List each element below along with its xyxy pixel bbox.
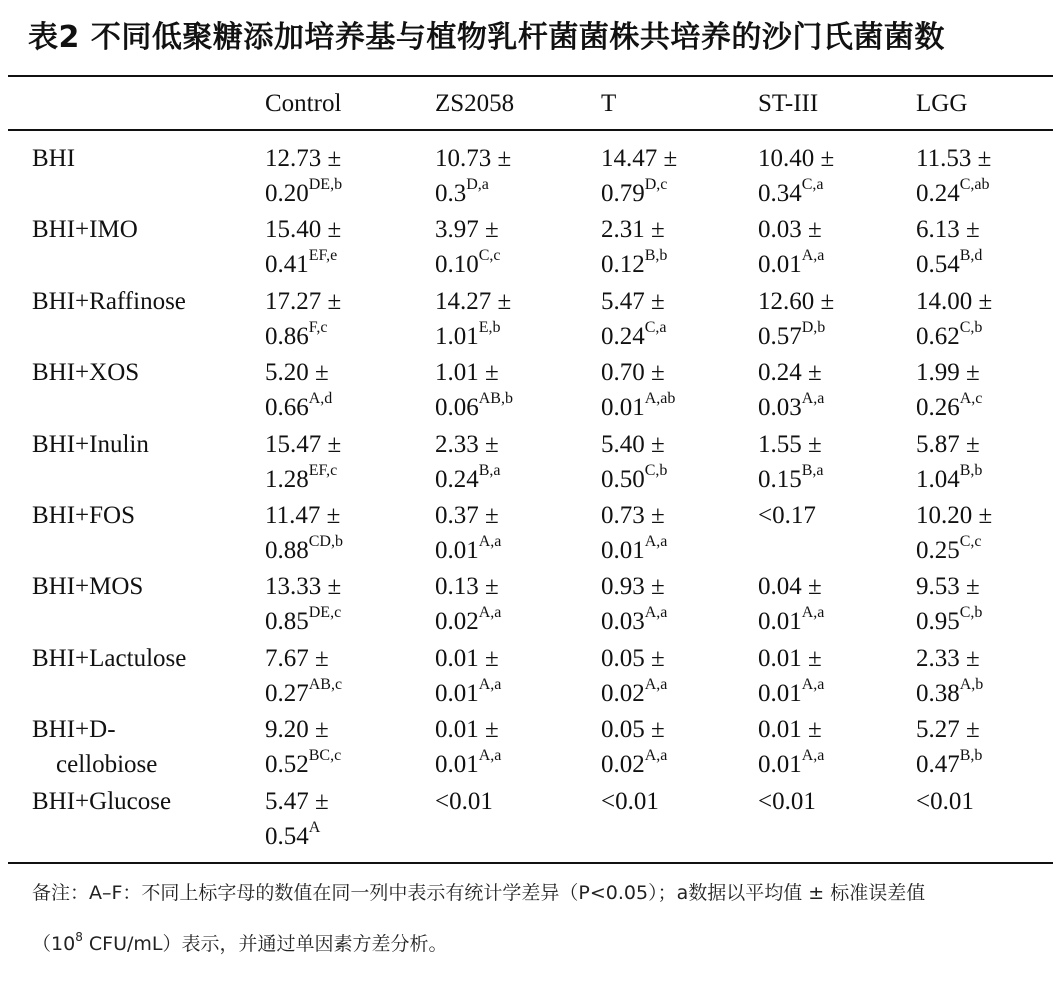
cell-mean: 0.13 ± [435,573,499,600]
cell-mean: 0.03 ± [758,216,822,243]
row-label-line: BHI+IMO [32,216,138,243]
cell-mean: 15.40 ± [265,216,342,243]
cell-error [758,176,834,211]
table-cell [758,141,834,211]
cell-error-value: 0.86 [265,323,309,350]
cell-mean: 5.40 ± [601,431,665,458]
table-notes [32,876,1042,961]
cell-error-value: 0.01 [435,680,479,707]
cell-error-value: 0.01 [435,751,479,778]
cell-significance-letters: EF,e [308,246,338,264]
cell-significance-letters: B,b [644,246,668,264]
cell-significance-letters: D,b [801,318,826,336]
row-label [32,141,75,176]
table-cell [916,569,982,639]
cell-mean: 14.00 ± [916,288,993,315]
cell-error [265,462,341,497]
cell-significance-letters: A,a [801,389,825,407]
cell-error-value: 0.25 [916,537,960,564]
row-label [32,355,139,390]
row-label-line: BHI+MOS [32,573,144,600]
cell-error [758,462,824,497]
table-cell [435,712,501,782]
cell-mean: 0.01 ± [435,645,499,672]
cell-significance-letters: A,b [959,675,984,693]
table-cell [916,498,992,568]
column-header-st-iii: ST-III [758,90,819,117]
cell-error [435,747,501,782]
row-label-line: cellobiose [56,751,158,778]
cell-mean: 0.01 ± [758,645,822,672]
cell-error-value: 0.10 [435,251,479,278]
cell-significance-letters: A,a [801,675,825,693]
cell-significance-letters: C,b [959,318,983,336]
cell-error-value: 0.01 [758,751,802,778]
cell-error-value: 0.02 [435,608,479,635]
cell-significance-letters: A,ab [644,389,676,407]
cell-error-value: 0.15 [758,466,802,493]
notes-line-2-suffix: CFU/mL）表示，并通过单因素方差分析。 [82,933,448,955]
table-cell [435,284,511,354]
cell-significance-letters: A,c [959,389,983,407]
cell-error [265,819,329,854]
cell-error-value: 0.79 [601,180,645,207]
cell-error [758,604,824,639]
cell-error [435,319,511,354]
cell-error [601,604,667,639]
cell-error-value: 0.02 [601,680,645,707]
cell-mean: 5.87 ± [916,431,980,458]
cell-mean: 0.05 ± [601,645,665,672]
cell-mean: 7.67 ± [265,645,329,672]
table-cell [601,569,667,639]
table-cell [758,212,824,282]
cell-error-value: 0.24 [435,466,479,493]
cell-error-value: 0.54 [916,251,960,278]
cell-mean: <0.17 [758,502,816,529]
table-cell [265,212,341,282]
cell-mean: 6.13 ± [916,216,980,243]
row-label [32,212,138,247]
cell-error [601,676,667,711]
cell-significance-letters: A,a [644,675,668,693]
cell-mean: 0.05 ± [601,716,665,743]
table-cell [265,141,342,211]
cell-error-value: 0.01 [758,680,802,707]
cell-mean: 0.70 ± [601,359,665,386]
cell-significance-letters: CD,b [308,532,343,550]
cell-mean: 2.33 ± [435,431,499,458]
cell-error-value: 0.41 [265,251,309,278]
cell-error [916,462,982,497]
cell-mean: 5.47 ± [265,788,329,815]
cell-significance-letters: B,a [478,461,501,479]
cell-error [916,176,991,211]
cell-significance-letters: E,b [478,318,501,336]
cell-error [265,176,342,211]
cell-significance-letters: A [308,818,321,836]
table-cell [758,712,824,782]
table-cell [265,712,341,782]
cell-error [916,747,982,782]
cell-error-value: 0.24 [916,180,960,207]
table-title: 表2 不同低聚糖添加培养基与植物乳杆菌菌株共培养的沙门氏菌菌数 [28,20,945,55]
cell-error-value: 0.85 [265,608,309,635]
table-cell [435,212,501,282]
cell-significance-letters: BC,c [308,746,342,764]
table-cell [265,641,342,711]
cell-error [265,533,343,568]
cell-significance-letters: A,a [644,532,668,550]
table-cell [916,784,974,819]
cell-significance-letters: A,a [801,246,825,264]
cell-significance-letters: B,d [959,246,983,264]
cell-error [601,747,667,782]
row-label [32,284,186,319]
table-cell [916,141,991,211]
cell-mean: 5.27 ± [916,716,980,743]
cell-error-value: 0.01 [601,537,645,564]
table-cell [758,427,824,497]
cell-mean: 5.47 ± [601,288,665,315]
cell-mean: 2.33 ± [916,645,980,672]
cell-error [916,676,983,711]
table-cell [265,427,341,497]
cell-significance-letters: A,a [478,746,502,764]
cell-significance-letters: A,a [801,746,825,764]
cell-mean: 13.33 ± [265,573,342,600]
cell-error-value: 0.34 [758,180,802,207]
cell-mean: 11.53 ± [916,145,992,172]
table-cell [601,712,667,782]
cell-error-value: 0.03 [758,394,802,421]
row-label-line: BHI [32,145,76,172]
cell-error [265,247,341,282]
column-header-zs2058: ZS2058 [435,90,515,117]
table-cell [916,712,982,782]
cell-error-value: 0.03 [601,608,645,635]
cell-error-value: 0.06 [435,394,479,421]
column-header-control: Control [265,90,342,117]
cell-mean: 5.20 ± [265,359,329,386]
table-cell [435,498,501,568]
cell-significance-letters: A,d [308,389,333,407]
table-bottom-rule [8,862,1053,864]
table-cell [265,569,341,639]
cell-error [435,676,501,711]
cell-error [435,462,501,497]
cell-error-value: 0.50 [601,466,645,493]
cell-error [265,390,332,425]
cell-mean: 14.27 ± [435,288,512,315]
table-cell [265,784,329,854]
row-label [32,427,149,462]
table-cell [916,284,992,354]
cell-mean: 12.60 ± [758,288,835,315]
cell-error [601,462,667,497]
cell-error [435,176,511,211]
cell-error [758,676,824,711]
cell-error-value: 0.01 [758,251,802,278]
table-cell [601,284,667,354]
cell-significance-letters: C,a [801,175,824,193]
cell-mean: <0.01 [601,788,659,815]
cell-mean: <0.01 [435,788,493,815]
cell-mean: 0.73 ± [601,502,665,529]
cell-error [916,319,992,354]
cell-error [601,247,667,282]
table-cell [601,212,667,282]
cell-significance-letters: B,a [801,461,824,479]
row-label [32,712,157,782]
cell-mean: <0.01 [916,788,974,815]
cell-mean: <0.01 [758,788,816,815]
cell-mean: 9.20 ± [265,716,329,743]
cell-significance-letters: C,c [959,532,982,550]
cell-error-value: 0.57 [758,323,802,350]
cell-significance-letters: A,a [644,746,668,764]
table-cell [601,141,677,211]
table-cell [435,141,511,211]
cell-error-value: 0.62 [916,323,960,350]
cell-significance-letters: C,b [959,603,983,621]
cell-significance-letters: C,ab [959,175,990,193]
cell-significance-letters: DE,c [308,603,342,621]
cell-error-value: 0.24 [601,323,645,350]
cell-error-value: 0.01 [435,537,479,564]
cell-error-value: 1.28 [265,466,309,493]
cell-mean: 11.47 ± [265,502,341,529]
row-label-line: BHI+XOS [32,359,140,386]
cell-error-value: 0.52 [265,751,309,778]
cell-mean: 12.73 ± [265,145,342,172]
table-cell [265,355,332,425]
cell-error [435,390,513,425]
cell-error-value: 0.88 [265,537,309,564]
table-cell [758,498,816,533]
cell-error [758,319,834,354]
cell-mean: 15.47 ± [265,431,342,458]
cell-error [601,319,667,354]
cell-mean: 1.01 ± [435,359,499,386]
cell-error-value: 0.02 [601,751,645,778]
table-cell [601,498,667,568]
cell-significance-letters: AB,b [478,389,513,407]
table-cell [265,498,343,568]
cell-error [916,533,992,568]
cell-mean: 9.53 ± [916,573,980,600]
cell-error [265,747,341,782]
table-cell [601,784,659,819]
cell-error-value: 0.66 [265,394,309,421]
notes-exponent: 8 [75,929,83,944]
cell-mean: 3.97 ± [435,216,499,243]
cell-error [265,319,341,354]
table-cell [435,641,501,711]
cell-error-value: 0.27 [265,680,309,707]
cell-error-value: 0.01 [758,608,802,635]
cell-significance-letters: B,b [959,746,983,764]
notes-line-1: 备注：A–F：不同上标字母的数值在同一列中表示有统计学差异（P<0.05）；a数据以平均值 ± 标准误差值 [32,882,926,904]
cell-error [435,247,501,282]
row-label-line: BHI+Raffinose [32,288,186,315]
cell-error-value: 1.04 [916,466,960,493]
cell-mean: 0.04 ± [758,573,822,600]
column-header-t: T [601,90,617,117]
cell-error-value: 0.01 [601,394,645,421]
cell-error [265,676,342,711]
cell-significance-letters: C,c [478,246,501,264]
cell-significance-letters: B,b [959,461,983,479]
cell-error-value: 0.3 [435,180,467,207]
table-cell [265,284,341,354]
cell-error [435,533,501,568]
cell-error-value: 0.54 [265,823,309,850]
cell-mean: 1.55 ± [758,431,822,458]
table-cell [435,355,513,425]
cell-error [601,390,675,425]
cell-mean: 10.20 ± [916,502,993,529]
table-cell [758,569,824,639]
cell-mean: 0.01 ± [758,716,822,743]
cell-significance-letters: D,c [644,175,668,193]
cell-error [758,747,824,782]
cell-significance-letters: A,a [478,675,502,693]
table-cell [916,212,982,282]
row-label [32,784,171,819]
table-cell [758,355,824,425]
table-cell [758,284,834,354]
cell-mean: 0.93 ± [601,573,665,600]
cell-error [758,390,824,425]
cell-significance-letters: F,c [308,318,328,336]
cell-mean: 14.47 ± [601,145,678,172]
cell-significance-letters: C,b [644,461,668,479]
row-label [32,498,135,533]
cell-mean: 0.01 ± [435,716,499,743]
cell-error [916,604,982,639]
cell-error-value: 0.95 [916,608,960,635]
row-label-line: BHI+FOS [32,502,136,529]
table-cell [435,569,501,639]
cell-error-value: 0.20 [265,180,309,207]
row-label-line: BHI+Inulin [32,431,149,458]
cell-error-value: 0.38 [916,680,960,707]
table-cell [601,427,667,497]
cell-mean: 0.37 ± [435,502,499,529]
row-label-line: BHI+D- [32,716,116,743]
table-cell [758,641,824,711]
row-label [32,569,143,604]
table-cell [601,355,675,425]
table-cell [916,427,982,497]
cell-significance-letters: DE,b [308,175,343,193]
cell-error-value: 0.12 [601,251,645,278]
cell-error [758,247,824,282]
table-cell [916,355,982,425]
cell-significance-letters: A,a [478,603,502,621]
cell-error-value: 0.26 [916,394,960,421]
cell-significance-letters: EF,c [308,461,338,479]
row-label-line: BHI+Lactulose [32,645,187,672]
notes-line-2 [32,927,1042,961]
cell-significance-letters: A,a [644,603,668,621]
cell-mean: 2.31 ± [601,216,665,243]
cell-mean: 1.99 ± [916,359,980,386]
cell-error-value: 0.47 [916,751,960,778]
cell-error [601,176,677,211]
table-cell [435,427,501,497]
cell-mean: 10.40 ± [758,145,835,172]
cell-error-value: 1.01 [435,323,479,350]
cell-error [916,247,982,282]
cell-mean: 0.24 ± [758,359,822,386]
cell-error [265,604,341,639]
cell-error [916,390,982,425]
cell-significance-letters: A,a [801,603,825,621]
row-label-line: BHI+Glucose [32,788,172,815]
table-cell [435,784,493,819]
column-header-lgg: LGG [916,90,968,117]
cell-significance-letters: D,a [466,175,489,193]
table-cell [758,784,816,819]
table-top-rule [8,75,1053,77]
cell-mean: 10.73 ± [435,145,512,172]
cell-significance-letters: C,a [644,318,667,336]
table-header-rule [8,129,1053,131]
cell-significance-letters: AB,c [308,675,343,693]
table-cell [916,641,983,711]
cell-error [601,533,667,568]
cell-significance-letters: A,a [478,532,502,550]
cell-error [435,604,501,639]
table-cell [601,641,667,711]
row-label [32,641,186,676]
cell-mean: 17.27 ± [265,288,342,315]
notes-line-2-prefix: （10 [32,933,76,955]
